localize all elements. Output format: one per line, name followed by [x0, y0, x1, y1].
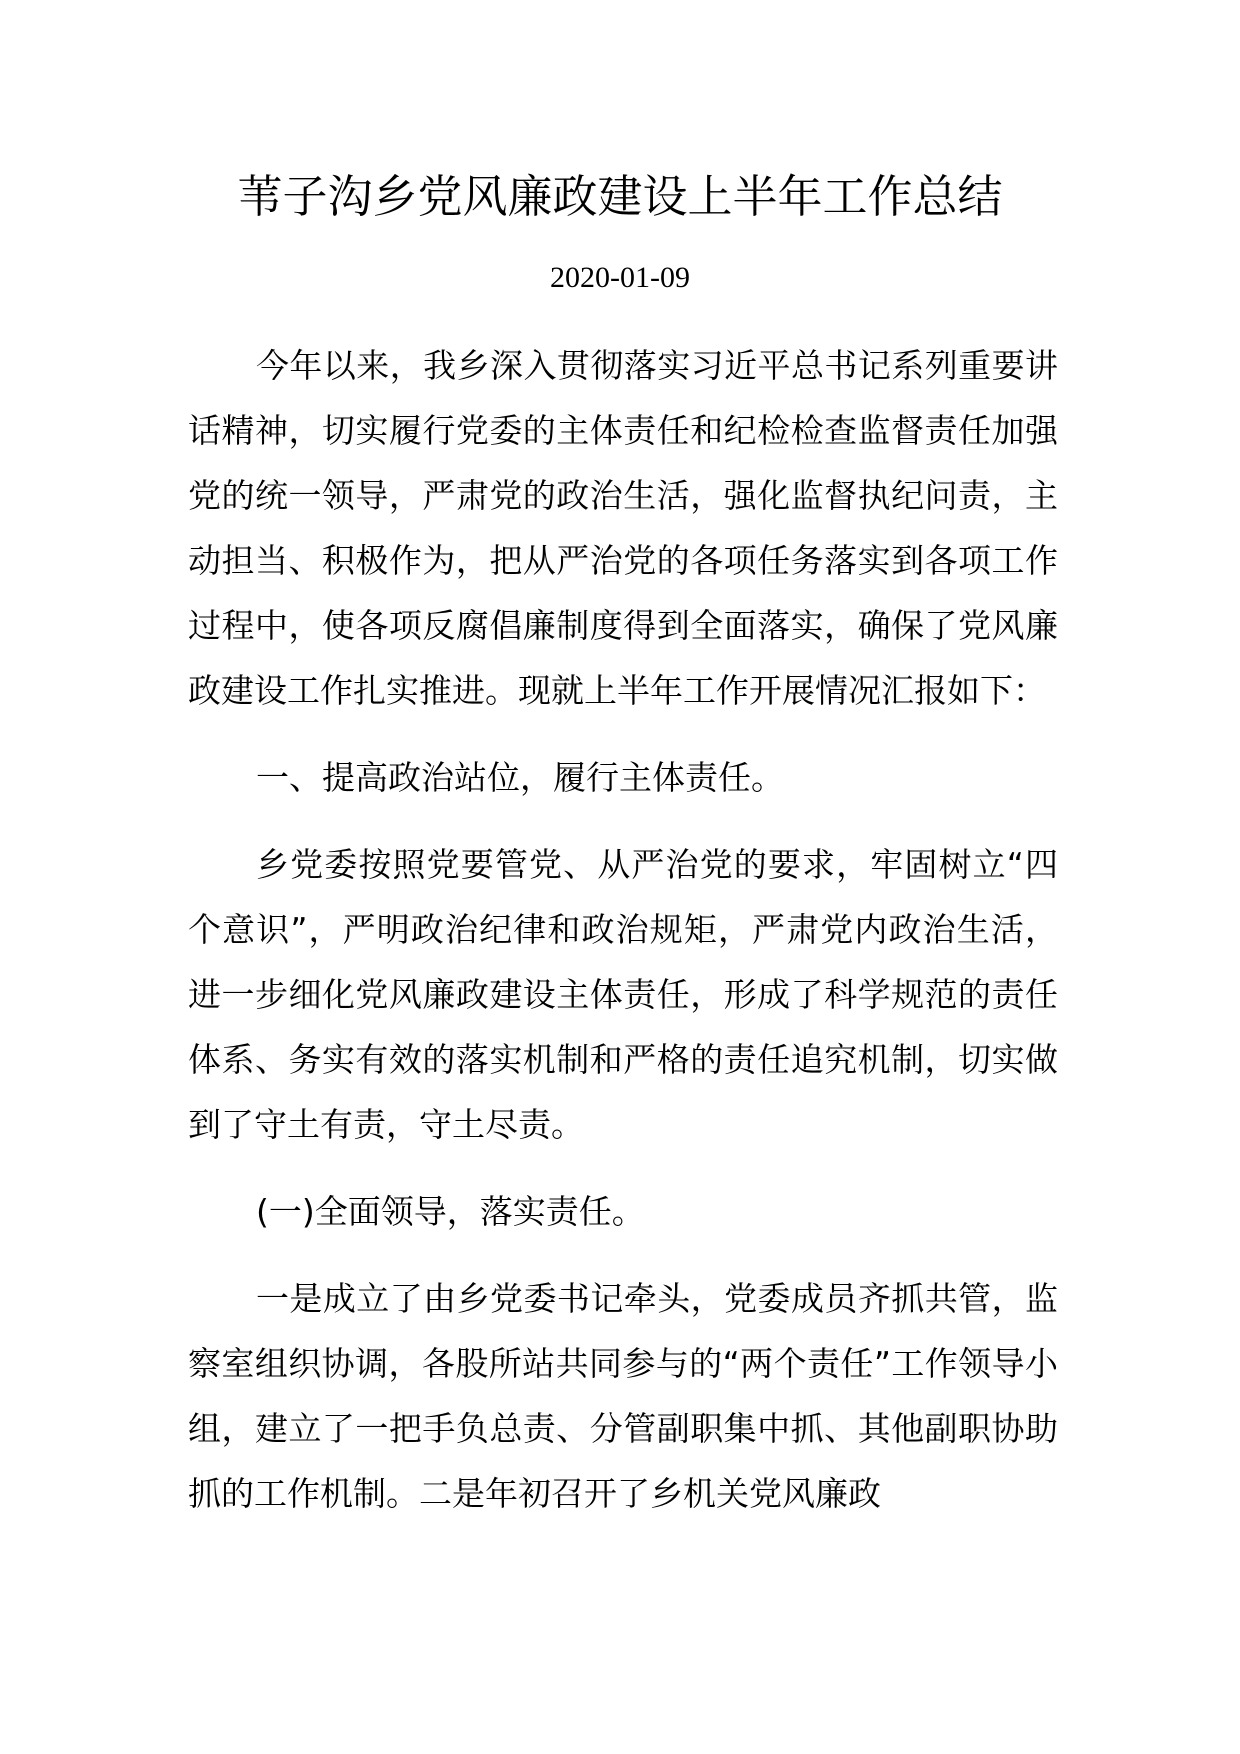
subsection-heading-1: (一)全面领导，落实责任。	[256, 1192, 645, 1231]
subsection-paragraph-1: 一是成立了由乡党委书记牵头，党委成员齐抓共管，监察室组织协调，各股所站共同参与的“两个责任”工作领导小组，建立了一把手负总责、分管副职集中抓、其他副职协助抓的工作机制。二是年初召开了乡机关党风廉政	[188, 1279, 1058, 1513]
document-title: 苇子沟乡党风廉政建设上半年工作总结	[237, 170, 1003, 223]
document-body	[188, 333, 1058, 1526]
document-date: 2020-01-09	[550, 261, 690, 294]
section-heading-1: 一、提高政治站位，履行主体责任。	[256, 758, 784, 797]
intro-paragraph: 今年以来，我乡深入贯彻落实习近平总书记系列重要讲话精神，切实履行党委的主体责任和纪检检查监督责任加强党的统一领导，严肃党的政治生活，强化监督执纪问责，主动担当、积极作为，把从严治党的各项任务落实到各项工作过程中，使各项反腐倡廉制度得到全面落实，确保了党风廉政建设工作扎实推进。现就上半年工作开展情况汇报如下：	[188, 346, 1058, 710]
section-paragraph-1: 乡党委按照党要管党、从严治党的要求，牢固树立“四个意识”，严明政治纪律和政治规矩，严肃党内政治生活，进一步细化党风廉政建设主体责任，形成了科学规范的责任体系、务实有效的落实机制和严格的责任追究机制，切实做到了守土有责，守土尽责。	[188, 845, 1058, 1144]
